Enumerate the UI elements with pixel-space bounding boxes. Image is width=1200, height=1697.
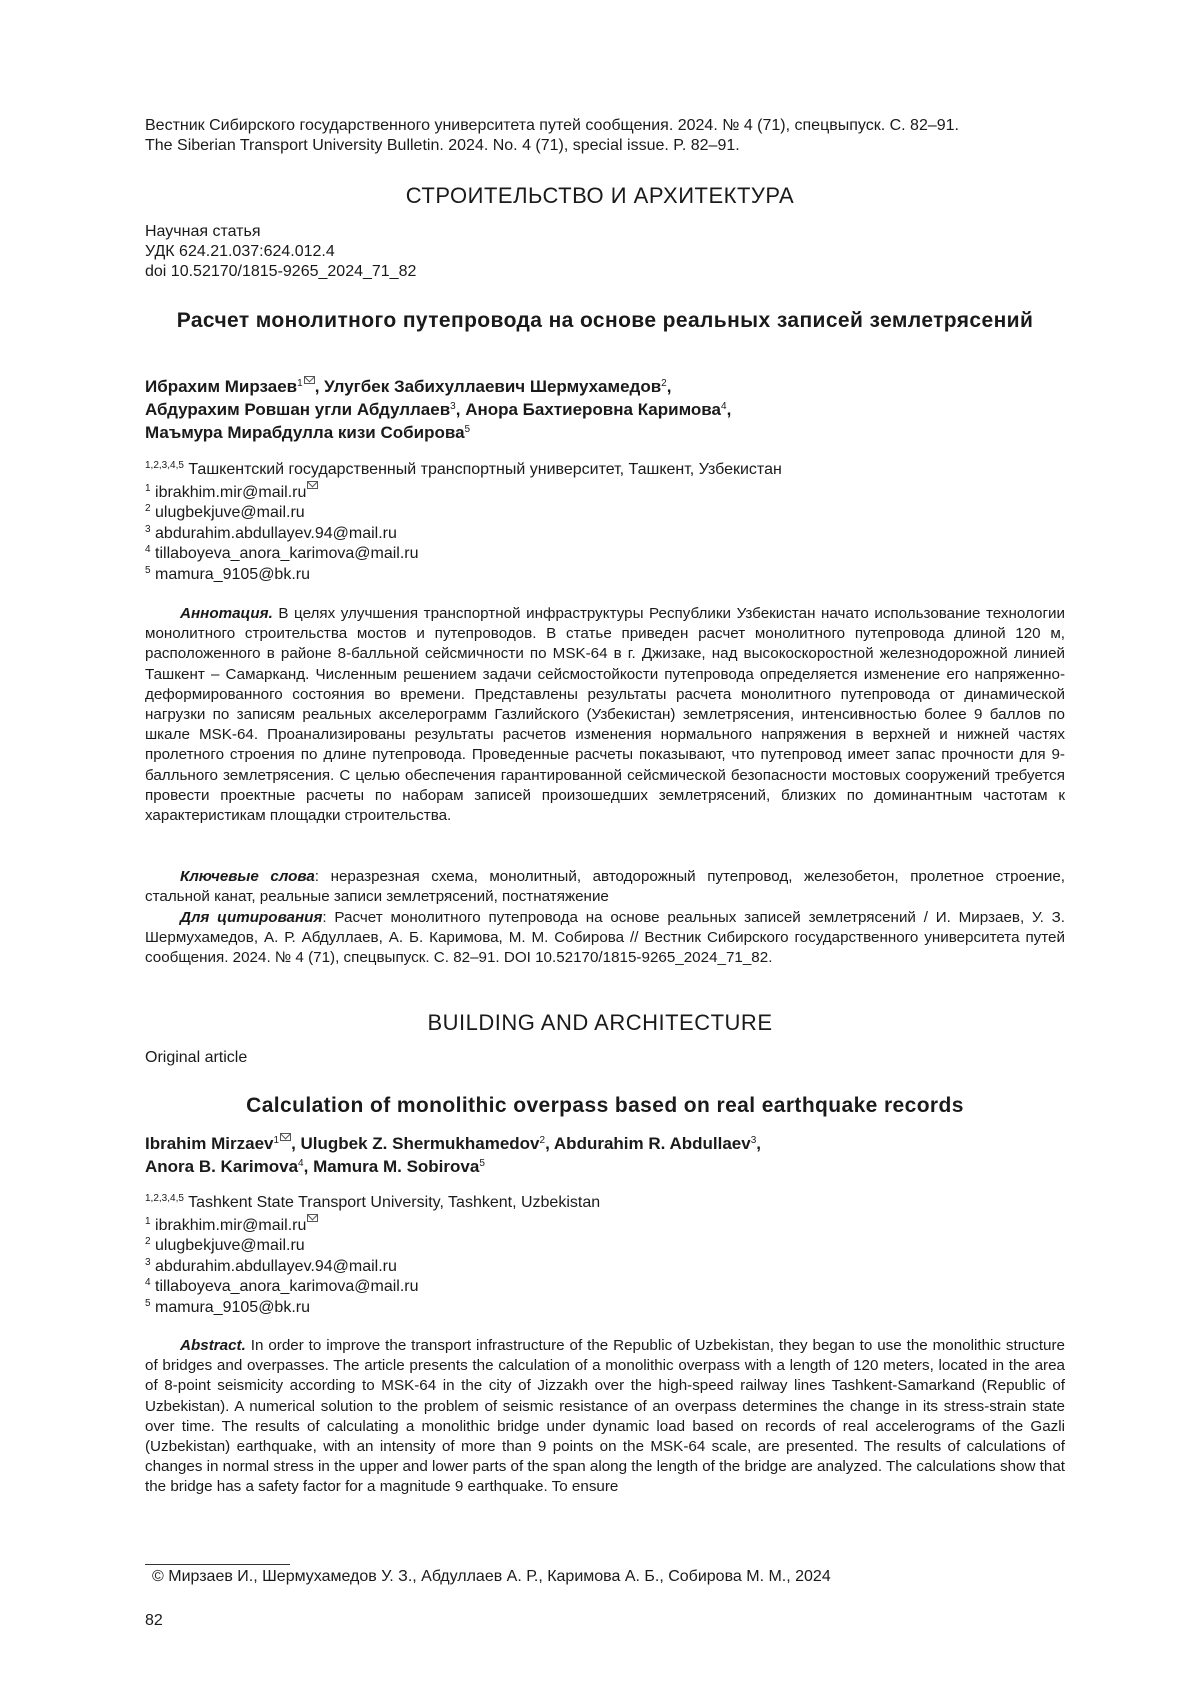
article-title-en: Calculation of monolithic overpass based on real earthquake records: [246, 1094, 964, 1117]
author-index: 5: [479, 1158, 485, 1169]
email-link[interactable]: abdurahim.abdullayev.94@mail.ru: [155, 1257, 397, 1275]
envelope-icon: [307, 1214, 318, 1222]
keywords-ru: [145, 867, 1065, 907]
email-index: 4: [145, 544, 151, 555]
email-index: 1: [145, 1215, 151, 1227]
author-index: 3: [750, 1135, 757, 1146]
article-meta-ru: [145, 222, 1065, 282]
affiliation-index: 1,2,3,4,5: [145, 460, 184, 471]
email-index: 1: [145, 482, 151, 494]
email-index: 5: [145, 1297, 151, 1309]
abstract-label: Abstract.: [180, 1337, 246, 1354]
author-index: 4: [721, 401, 727, 412]
author-name: Mamura M. Sobirova: [313, 1157, 480, 1176]
author-index: 3: [450, 401, 456, 412]
affiliations-ru: [145, 460, 1065, 585]
authors-en: Ibrahim Mirzaev$^1$ , Ulugbek Z. Shermukhamedov$^2$, Abdurahim R. Abdullaev$^3$, Anora B. Karimova$^4$, Mamura M. Sobirova$^5$: [145, 1134, 761, 1176]
envelope-icon: [307, 481, 318, 489]
abstract-text: В целях улучшения транспортной инфраструктуры Республики Узбекистан начато использование технологии монолитного строительства мостов и путепроводов. В статье приведен расчет монолитного путепровода длиной 120 м, расположенного в районе 8-балльной сейсмичности по MSK-64 в г. Джизаке, над высокоскоростной железнодорожной линией Ташкент – Самарканд. Численным решением задачи сейсмостойкости путепровода определяется изменение его напряженно-деформированного состояния во времени. Представлены результаты расчета монолитного путепровода от динамической нагрузки по записям реальных акселерограмм Газлийского (Узбекистан) землетрясения, интенсивностью более 9 баллов по шкале MSK-64. Проанализированы результаты расчетов изменения нормального напряжения в верхней и нижней частях пролетного строения по длине путепровода. Проведенные расчеты показывают, что путепровод имеет запас прочности для 9-балльного землетрясения. С целью обеспечения гарантированной сейсмической безопасности мостовых сооружений требуется провести проектные расчеты по наборам записей произошедших землетрясений, близких по доминантным частотам к характеристикам площадки строительства.: [145, 605, 1065, 825]
keywords-label: Ключевые слова: [180, 868, 315, 885]
author-name: Ibrahim Mirzaev: [145, 1134, 274, 1153]
email-index: 5: [145, 564, 151, 576]
email-link[interactable]: tillaboyeva_anora_karimova@mail.ru: [155, 1278, 419, 1295]
keywords-text: : неразрезная схема, монолитный, автодорожный путепровод, железобетон, пролетное строение, стальной канат, реальные записи землетрясений, постнатяжение: [145, 868, 1065, 906]
email-index: 2: [145, 1236, 151, 1247]
section-heading-ru: СТРОИТЕЛЬСТВО И АРХИТЕКТУРА: [405, 183, 795, 208]
author-index: 1: [273, 1135, 280, 1146]
author-name: Улугбек Забихуллаевич Шермухамедов: [324, 377, 662, 396]
envelope-icon: [280, 1133, 291, 1141]
email-index: 3: [145, 1256, 151, 1268]
author-name: Анора Бахтиеровна Каримова: [465, 400, 721, 419]
abstract-ru: [145, 604, 1065, 826]
doi: doi 10.52170/1815-9265_2024_71_82: [145, 263, 417, 280]
author-name: Абдурахим Ровшан угли Абдуллаев: [145, 400, 451, 419]
affiliation: Ташкентский государственный транспортный университет, Ташкент, Узбекистан: [188, 461, 782, 478]
author-name: Маъмура Мирабдулла кизи Собирова: [145, 423, 465, 442]
author-index: 5: [464, 424, 471, 435]
email-index: 4: [145, 1277, 151, 1288]
affiliation: Tashkent State Transport University, Tashkent, Uzbekistan: [188, 1194, 601, 1211]
author-name: Anora B. Karimova: [145, 1157, 299, 1176]
email-link[interactable]: mamura_9105@bk.ru: [155, 565, 310, 583]
journal-citation-ru: Вестник Сибирского государственного университета путей сообщения. 2024. № 4 (71), спецвыпуск. С. 82–91.: [145, 117, 959, 134]
author-name: Ulugbek Z. Shermukhamedov: [300, 1134, 540, 1153]
envelope-icon: [304, 376, 315, 384]
footnote-separator: [145, 1564, 290, 1565]
author-index: 2: [661, 378, 667, 389]
author-index: 4: [298, 1158, 304, 1169]
email-index: 3: [145, 523, 151, 535]
email-link[interactable]: mamura_9105@bk.ru: [155, 1298, 310, 1316]
running-header: [145, 116, 1065, 156]
citation-label: Для цитирования: [180, 909, 323, 926]
article-type: Научная статья: [145, 223, 261, 240]
abstract-en: [145, 1336, 1065, 1498]
article-title-ru: Расчет монолитного путепровода на основе реальных записей землетрясений: [176, 309, 1034, 332]
email-link[interactable]: ulugbekjuve@mail.ru: [155, 504, 305, 521]
author-index: 2: [539, 1135, 546, 1146]
email-link[interactable]: tillaboyeva_anora_karimova@mail.ru: [155, 545, 419, 562]
email-link[interactable]: ibrakhim.mir@mail.ru: [155, 1216, 307, 1234]
copyright-notice: © Мирзаев И., Шермухамедов У. З., Абдуллаев А. Р., Каримова А. Б., Собирова М. М., 2024: [152, 1568, 831, 1585]
page-number: 82: [145, 1612, 163, 1629]
affiliations-en: [145, 1193, 1065, 1318]
citation-text: : Расчет монолитного путепровода на основе реальных записей землетрясений / И. Мирзаев, У. З. Шермухамедов, А. Р. Абдуллаев, А. Б. Каримова, М. М. Собирова // Вестник Сибирского государственного университета путей сообщения. 2024. № 4 (71), спецвыпуск. С. 82–91. DOI 10.52170/1815-9265_2024_71_82.: [145, 909, 1065, 967]
abstract-label: Аннотация.: [180, 605, 273, 622]
citation-ru: [145, 908, 1065, 969]
email-link[interactable]: ulugbekjuve@mail.ru: [155, 1237, 305, 1254]
author-index: 1: [297, 378, 303, 389]
email-link[interactable]: ibrakhim.mir@mail.ru: [155, 483, 307, 501]
affiliation-index: 1,2,3,4,5: [145, 1193, 184, 1204]
author-name: Ибрахим Мирзаев: [145, 377, 298, 396]
email-index: 2: [145, 503, 151, 514]
article-type-en: Original article: [145, 1049, 248, 1066]
section-heading-en: BUILDING AND ARCHITECTURE: [427, 1010, 773, 1035]
author-name: Abdurahim R. Abdullaev: [553, 1134, 751, 1153]
email-link[interactable]: abdurahim.abdullayev.94@mail.ru: [155, 524, 397, 542]
journal-citation-en: The Siberian Transport University Bulletin. 2024. No. 4 (71), special issue. P. 82–91.: [145, 137, 740, 154]
authors-ru: Ибрахим Мирзаев$^1$ , Улугбек Забихуллаевич Шермухамедов$^2$, Абдурахим Ровшан угли Абдуллаев$^3$, Анора Бахтиеровна Каримова$^4$, Маъмура Мирабдулла кизи Собирова$^5$: [145, 377, 732, 442]
udc-code: УДК 624.21.037:624.012.4: [145, 243, 335, 260]
abstract-text: In order to improve the transport infrastructure of the Republic of Uzbekistan, they began to use the monolithic structure of bridges and overpasses. The article presents the calculation of a monolithic overpass with a length of 120 meters, located in the area of 8-point seismicity according to MSK-64 in the city of Jizzakh over the high-speed railway lines Tashkent-Samarkand (Republic of Uzbekistan). A numerical solution to the problem of seismic resistance of an overpass determines the change in its stress-strain state over time. The results of calculating a monolithic bridge under dynamic load based on records of real accelerograms of the Gazli (Uzbekistan) earthquake, with an intensity of more than 9 points on the MSK-64 scale, are presented. The results of calculations of changes in normal stress in the upper and lower parts of the span along the length of the bridge are analyzed. The calculations show that the bridge has a safety factor for a magnitude 9 earthquake. To ensure: [145, 1337, 1065, 1496]
